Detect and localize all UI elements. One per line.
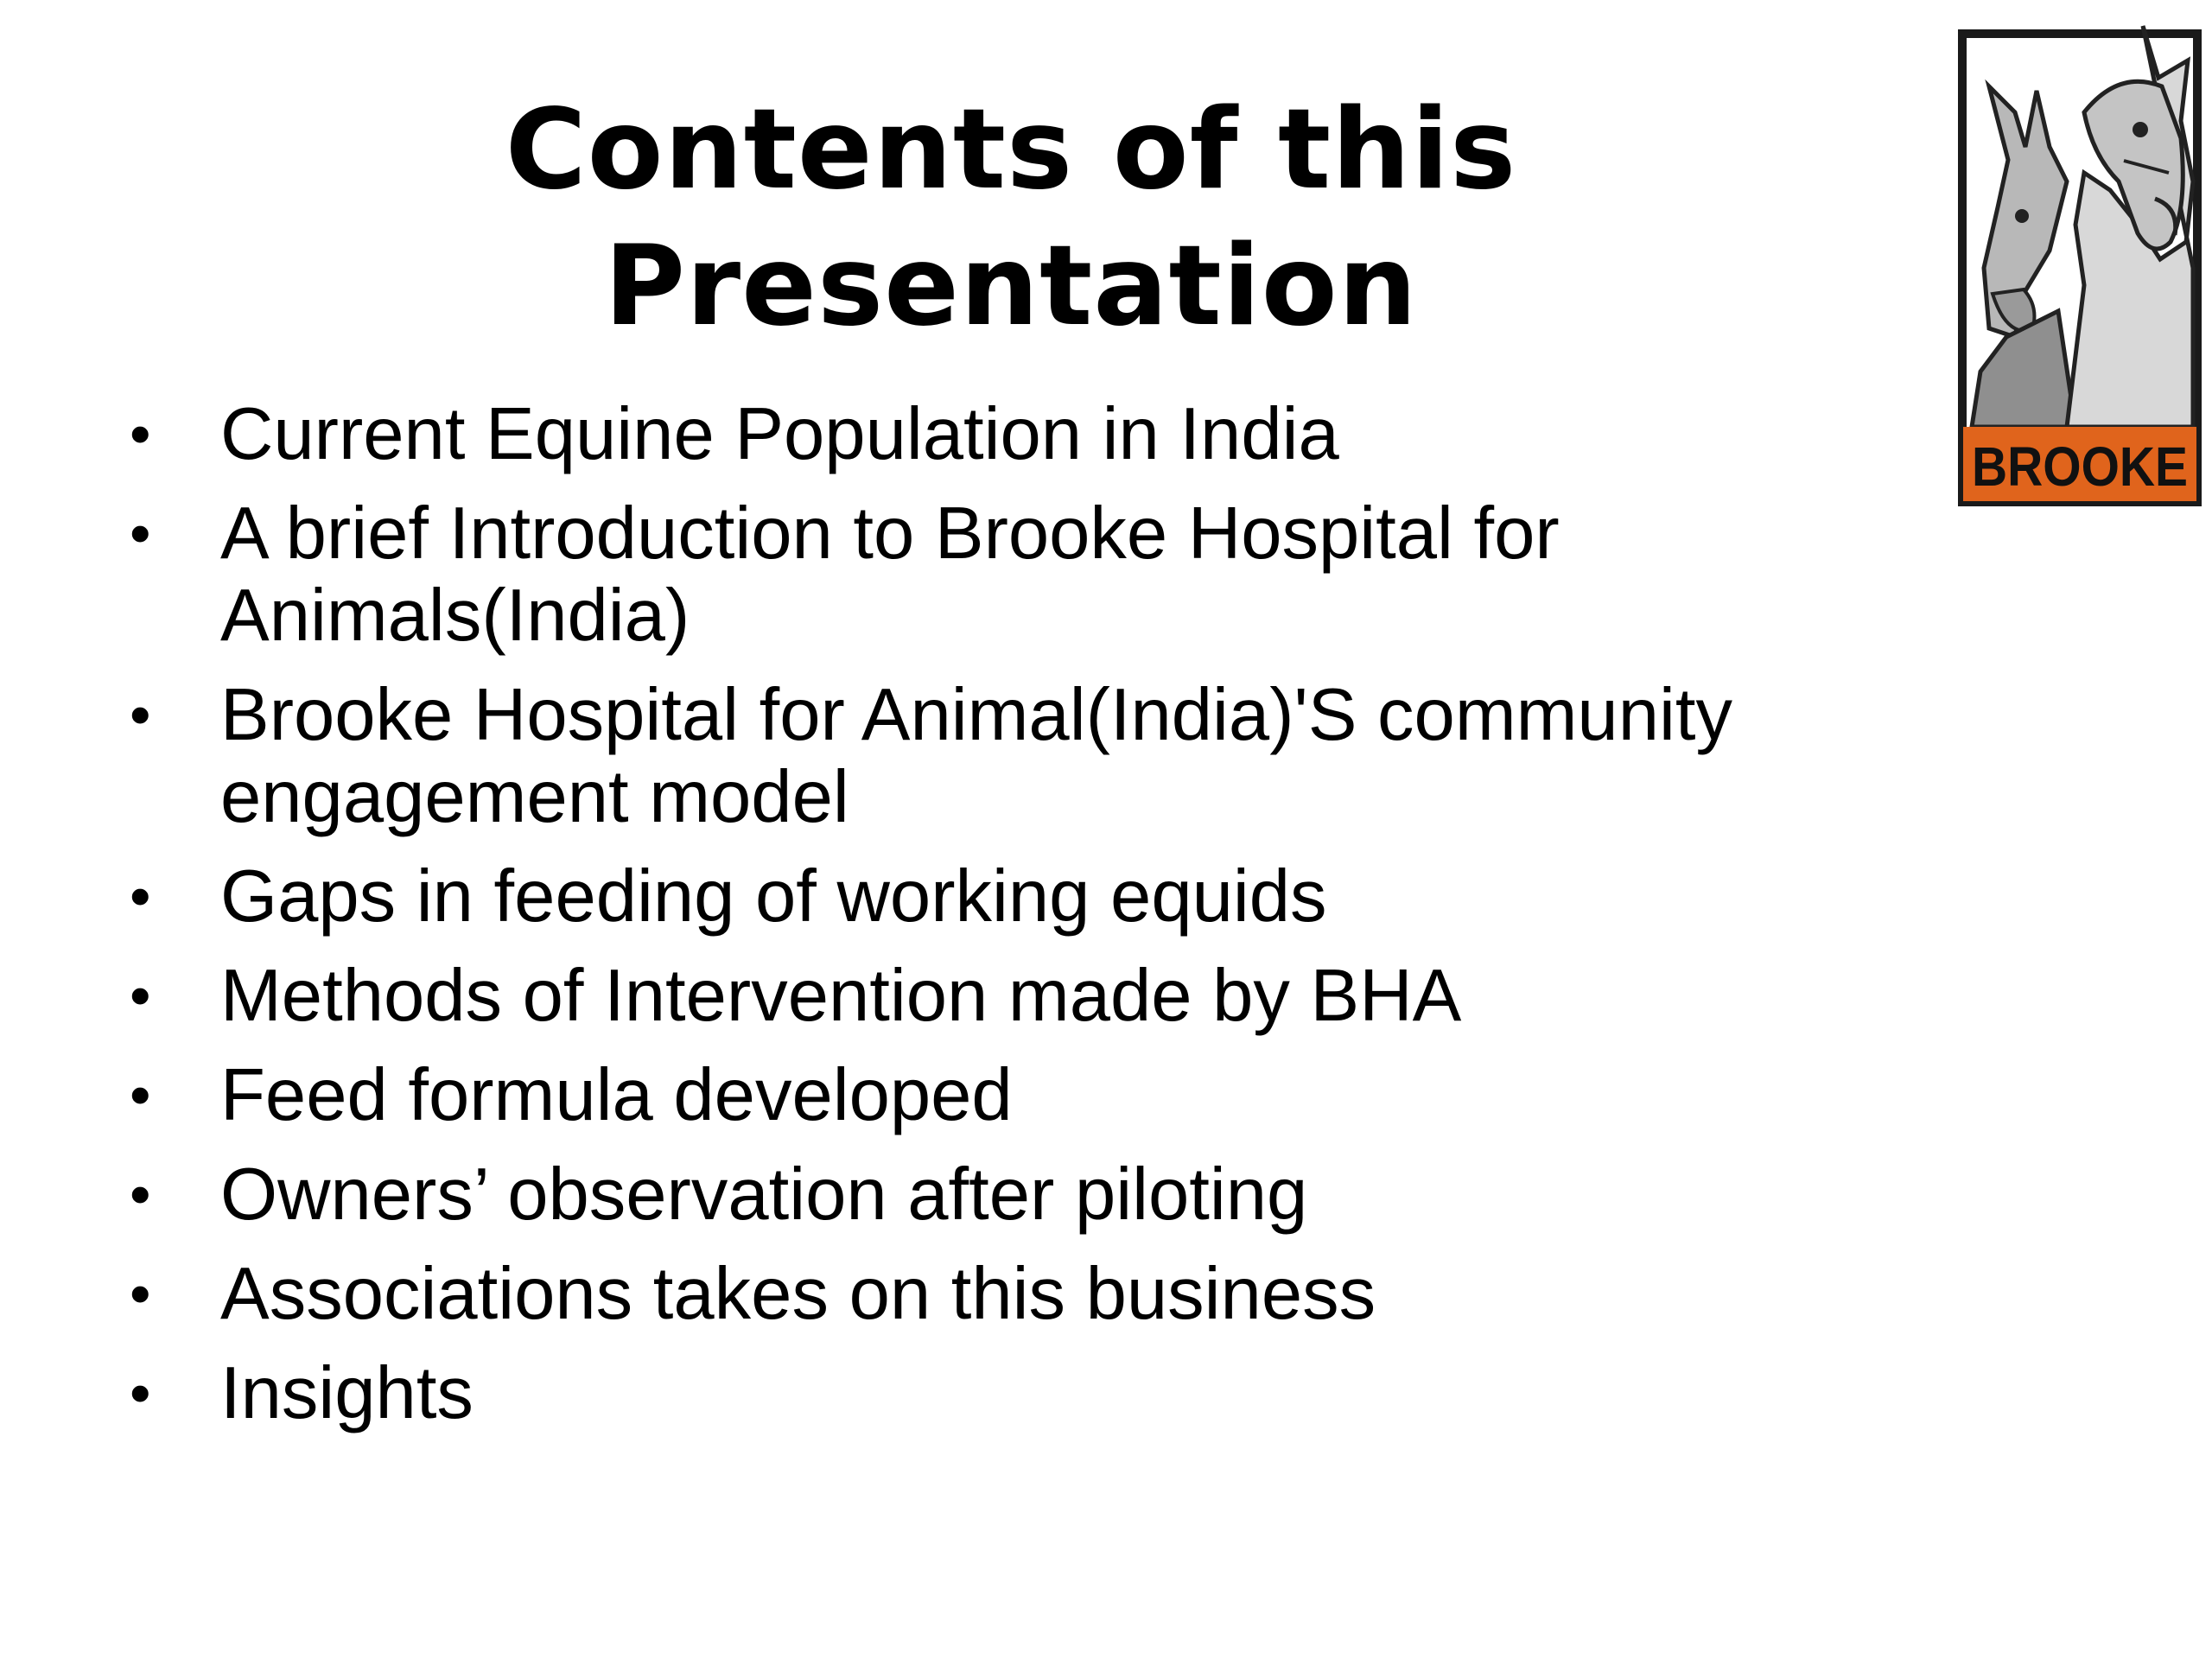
- bullet-icon: •: [130, 1160, 151, 1228]
- bullet-icon: •: [130, 862, 151, 930]
- slide-title: [285, 82, 1737, 355]
- bullet-icon: •: [130, 681, 151, 748]
- bullet-icon: •: [130, 1061, 151, 1128]
- bullet-icon: •: [130, 962, 151, 1029]
- list-item: • Owners’ observation after piloting: [130, 1154, 1308, 1236]
- title-line-2: Presentation: [604, 222, 1418, 351]
- list-item: • Methods of Intervention made by BHA: [130, 955, 1462, 1037]
- logo-text: BROOKE: [1972, 435, 2188, 498]
- list-item: • Insights: [130, 1352, 474, 1434]
- contents-list: [130, 393, 1858, 1452]
- bullet-icon: •: [130, 1260, 151, 1327]
- list-item: • Brooke Hospital for Animal(India)'S community engagement model: [130, 674, 1732, 838]
- bullet-icon: •: [130, 400, 151, 467]
- list-item: • Feed formula developed: [130, 1054, 1013, 1136]
- list-item: • Current Equine Population in India: [130, 393, 1339, 475]
- list-item: • A brief Introduction to Brooke Hospital for Animals(India): [130, 493, 1560, 657]
- bullet-icon: •: [130, 1359, 151, 1427]
- brooke-logo: [1955, 9, 2205, 510]
- title-line-1: Contents of this: [505, 86, 1517, 214]
- list-item: • Gaps in feeding of working equids: [130, 855, 1327, 938]
- list-item: • Associations takes on this business: [130, 1253, 1376, 1335]
- bullet-icon: •: [130, 499, 151, 567]
